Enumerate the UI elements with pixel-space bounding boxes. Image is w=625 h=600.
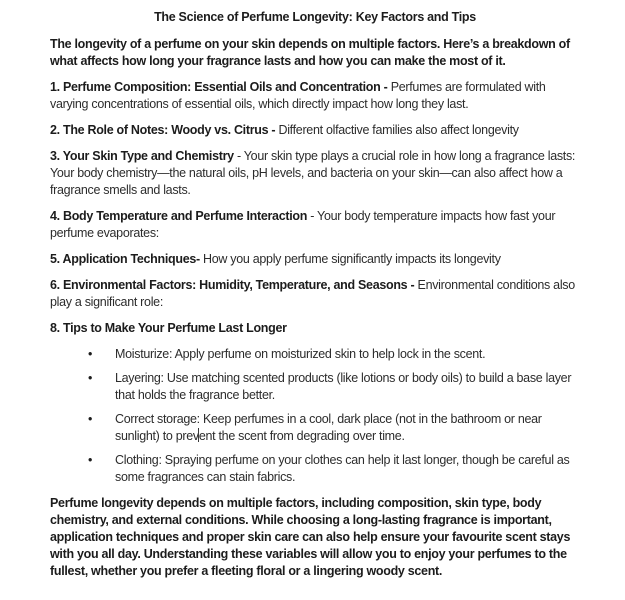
tip-text: Layering: Use matching scented products (like lotions or body oils) to build a base layer that holds the fragrance better. bbox=[115, 371, 572, 402]
section-lead: 2. The Role of Notes: Woody vs. Citrus - bbox=[50, 123, 276, 137]
tips-heading[interactable]: 8. Tips to Make Your Perfume Last Longer bbox=[50, 321, 287, 335]
conclusion-paragraph[interactable]: Perfume longevity depends on multiple factors, including composition, skin type, body chemistry, and external conditions. While choosing a long-lasting fragrance is important, application techniques and proper skin care can also help ensure your favourite scent stays with you all day. Understanding these variables will allow you to enjoy your perfumes to the fullest, whether you prefer a fleeting floral or a lingering woody scent. bbox=[50, 496, 571, 578]
section-lead: 6. Environmental Factors: Humidity, Temperature, and Seasons - bbox=[50, 278, 415, 292]
bullet-icon: • bbox=[88, 453, 93, 467]
numbered-section-1[interactable] bbox=[50, 79, 580, 113]
bullet-icon: • bbox=[88, 412, 93, 426]
section-body: - Your skin type plays a crucial role in how long a fragrance lasts: Your body chemistry—the natural oils, pH levels, and bacteria on your skin—can also affect how a fragrance smells and lasts. bbox=[50, 149, 576, 197]
tip-item-correct-storage[interactable] bbox=[88, 411, 580, 445]
section-lead: 4. Body Temperature and Perfume Interaction bbox=[50, 209, 308, 223]
intro-paragraph[interactable]: The longevity of a perfume on your skin depends on multiple factors. Here’s a breakdown of what affects how long your fragrance lasts and how you can make the most of it. bbox=[50, 37, 570, 68]
section-body: - Your body temperature impacts how fast your perfume evaporates: bbox=[50, 209, 556, 240]
bullet-icon: • bbox=[88, 371, 93, 385]
numbered-section-5[interactable] bbox=[50, 251, 580, 268]
section-body: Perfumes are formulated with varying concentrations of essential oils, which directly impact how long they last. bbox=[50, 80, 546, 111]
bullet-icon: • bbox=[88, 347, 93, 361]
tip-item-layering[interactable] bbox=[88, 370, 580, 404]
section-lead: 1. Perfume Composition: Essential Oils and Concentration - bbox=[50, 80, 388, 94]
section-body: How you apply perfume significantly impacts its longevity bbox=[199, 252, 501, 266]
numbered-section-6[interactable] bbox=[50, 277, 580, 311]
tip-text: Moisturize: Apply perfume on moisturized skin to help lock in the scent. bbox=[115, 347, 486, 361]
tip-text-after-caret: ent the scent from degrading over time. bbox=[198, 429, 405, 443]
numbered-section-3[interactable] bbox=[50, 148, 580, 199]
tip-item-clothing[interactable] bbox=[88, 452, 580, 486]
section-body: Environmental conditions also play a significant role: bbox=[50, 278, 575, 309]
tips-list bbox=[50, 346, 580, 486]
section-lead: 5. Application Techniques- bbox=[50, 252, 200, 266]
tip-item-moisturize[interactable] bbox=[88, 346, 580, 363]
tip-text: Clothing: Spraying perfume on your clothes can help it last longer, though be careful as some fragrances can stain fabrics. bbox=[115, 453, 570, 484]
section-lead: 3. Your Skin Type and Chemistry bbox=[50, 149, 234, 163]
document-title[interactable]: The Science of Perfume Longevity: Key Factors and Tips bbox=[154, 10, 476, 24]
section-body: Different olfactive families also affect longevity bbox=[275, 123, 519, 137]
numbered-section-4[interactable] bbox=[50, 208, 580, 242]
numbered-section-2[interactable] bbox=[50, 122, 580, 139]
tip-text-before-caret: Correct storage: Keep perfumes in a cool, dark place (not in the bathroom or near sunlight) to prev bbox=[115, 412, 542, 443]
